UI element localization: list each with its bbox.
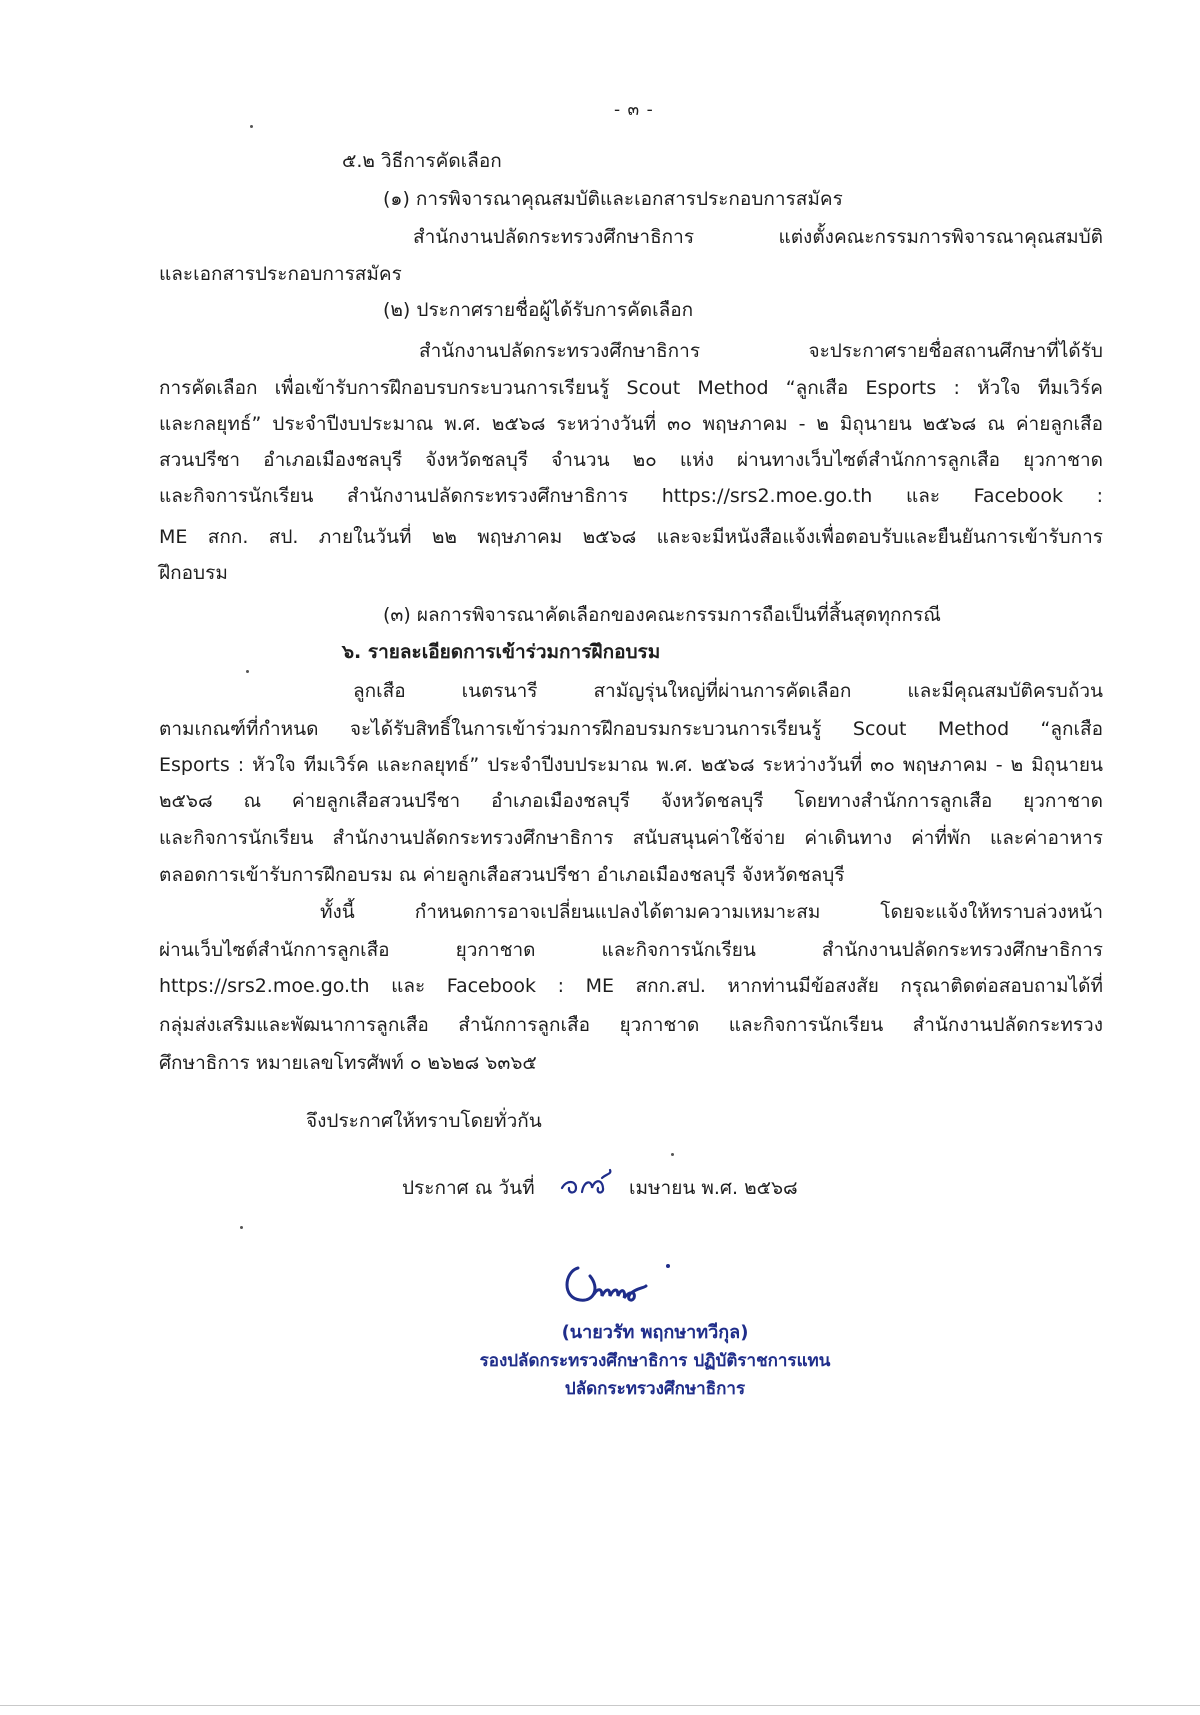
closing-line: จึงประกาศให้ทราบโดยทั่วกัน — [306, 1110, 542, 1132]
scan-speck — [240, 1226, 243, 1229]
signatory-position: รองปลัดกระทรวงศึกษาธิการ ปฏิบัติราชการแทน — [479, 1351, 831, 1371]
signature-block — [440, 1319, 870, 1403]
scan-edge — [0, 1705, 1200, 1706]
section-6-paragraph-2-line: https://srs2.moe.go.th และ Facebook : ME สกก.สป. หากท่านมีข้อสงสัย กรุณาติดต่อสอบถามได้ที่ — [159, 975, 1103, 997]
section-6-paragraph-1-line: ๒๕๖๘ ณ ค่ายลูกเสือสวนปรีชา อำเภอเมืองชลบุรี จังหวัดชลบุรี โดยทางสำนักการลูกเสือ ยุวกาชาด — [159, 790, 1103, 812]
item-2-line: ฝึกอบรม — [159, 562, 228, 584]
section-6-paragraph-1-line: ลูกเสือ เนตรนารี สามัญรุ่นใหญ่ที่ผ่านการคัดเลือก และมีคุณสมบัติครบถ้วน — [353, 680, 1103, 702]
scan-speck — [671, 1153, 674, 1156]
item-1-line: สำนักงานปลัดกระทรวงศึกษาธิการ แต่งตั้งคณะกรรมการพิจารณาคุณสมบัติ — [413, 226, 1103, 248]
item-1-line: และเอกสารประกอบการสมัคร — [159, 263, 402, 285]
item-2-line: การคัดเลือก เพื่อเข้ารับการฝึกอบรบกระบวนการเรียนรู้ Scout Method “ลูกเสือ Esports : หัวใจ ทีมเวิร์ค — [159, 377, 1103, 399]
handwritten-signature — [560, 1258, 680, 1322]
scan-speck — [250, 125, 253, 128]
item-1-title: (๑) การพิจารณาคุณสมบัติและเอกสารประกอบการสมัคร — [383, 188, 843, 210]
item-2-title: (๒) ประกาศรายชื่อผู้ได้รับการคัดเลือก — [383, 299, 694, 321]
handwritten-day — [558, 1166, 618, 1206]
announcement-month-year: เมษายน พ.ศ. ๒๕๖๘ — [629, 1177, 798, 1199]
item-2-line: สำนักงานปลัดกระทรวงศึกษาธิการ จะประกาศรายชื่อสถานศึกษาที่ได้รับ — [419, 340, 1103, 362]
item-3-title: (๓) ผลการพิจารณาคัดเลือกของคณะกรรมการถือเป็นที่สิ้นสุดทุกกรณี — [383, 604, 941, 626]
section-6-paragraph-2-line: ศึกษาธิการ หมายเลขโทรศัพท์ ๐ ๒๖๒๘ ๖๓๖๕ — [159, 1052, 537, 1074]
section-6-heading: ๖. รายละเอียดการเข้าร่วมการฝึกอบรม — [342, 641, 661, 663]
section-6-paragraph-1-line: และกิจการนักเรียน สำนักงานปลัดกระทรวงศึกษาธิการ สนับสนุนค่าใช้จ่าย ค่าเดินทาง ค่าที่พัก และค่าอาหาร — [159, 827, 1103, 849]
item-2-line: ME สกก. สป. ภายในวันที่ ๒๒ พฤษภาคม ๒๕๖๘ และจะมีหนังสือแจ้งเพื่อตอบรับและยืนยันการเข้ารับการ — [159, 526, 1103, 548]
announcement-prefix: ประกาศ ณ วันที่ — [402, 1177, 535, 1199]
signatory-name: (นายวรัท พฤกษาทวีกุล) — [561, 1322, 749, 1343]
section-6-paragraph-1-line: Esports : หัวใจ ทีมเวิร์ค และกลยุทธ์” ประจำปีงบประมาณ พ.ศ. ๒๕๖๘ ระหว่างวันที่ ๓๐ พฤษภาคม - ๒ มิถุนายน — [159, 754, 1103, 776]
signatory-position: ปลัดกระทรวงศึกษาธิการ — [564, 1379, 746, 1399]
section-6-paragraph-1-line: ตามเกณฑ์ที่กำหนด จะได้รับสิทธิ์ในการเข้าร่วมการฝึกอบรมกระบวนการเรียนรู้ Scout Method “ลูกเสือ — [159, 718, 1103, 740]
item-2-line: สวนปรีชา อำเภอเมืองชลบุรี จังหวัดชลบุรี จำนวน ๒๐ แห่ง ผ่านทางเว็บไซต์สำนักการลูกเสือ ยุวกาชาด — [159, 449, 1103, 471]
scan-speck — [246, 670, 249, 673]
item-2-line: และกลยุทธ์” ประจำปีงบประมาณ พ.ศ. ๒๕๖๘ ระหว่างวันที่ ๓๐ พฤษภาคม - ๒ มิถุนายน ๒๕๖๘ ณ ค่ายลูกเสือ — [159, 413, 1103, 435]
section-6-paragraph-1-line: ตลอดการเข้ารับการฝึกอบรม ณ ค่ายลูกเสือสวนปรีชา อำเภอเมืองชลบุรี จังหวัดชลบุรี — [159, 864, 845, 886]
section-6-paragraph-2-line: กลุ่มส่งเสริมและพัฒนาการลูกเสือ สำนักการลูกเสือ ยุวกาชาด และกิจการนักเรียน สำนักงานปลัดกระทรวง — [159, 1014, 1103, 1036]
section-5-2-heading: ๕.๒ วิธีการคัดเลือก — [342, 150, 502, 172]
item-2-line: และกิจการนักเรียน สำนักงานปลัดกระทรวงศึกษาธิการ https://srs2.moe.go.th และ Facebook : — [159, 485, 1103, 507]
page-number: - ๓ - — [614, 100, 654, 120]
section-6-paragraph-2-line: ทั้งนี้ กำหนดการอาจเปลี่ยนแปลงได้ตามความเหมาะสม โดยจะแจ้งให้ทราบล่วงหน้า — [320, 901, 1103, 923]
section-6-paragraph-2-line: ผ่านเว็บไซต์สำนักการลูกเสือ ยุวกาชาด และกิจการนักเรียน สำนักงานปลัดกระทรวงศึกษาธิการ — [159, 939, 1103, 961]
